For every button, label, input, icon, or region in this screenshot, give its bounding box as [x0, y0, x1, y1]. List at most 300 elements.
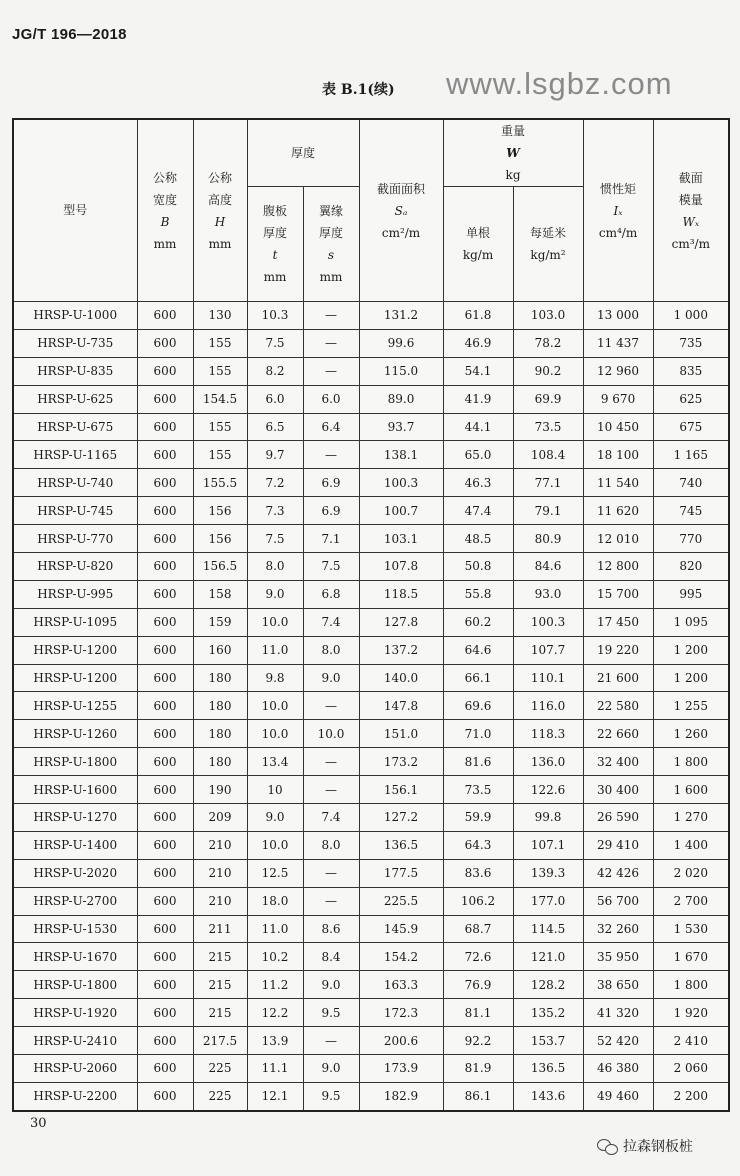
- table-cell: 1 920: [653, 999, 729, 1027]
- table-cell: 9.0: [303, 664, 359, 692]
- table-cell: 8.4: [303, 943, 359, 971]
- cell-model: HRSP-U-1800: [13, 971, 137, 999]
- table-cell: 12.5: [247, 859, 303, 887]
- cell-model: HRSP-U-625: [13, 385, 137, 413]
- table-cell: —: [303, 859, 359, 887]
- table-cell: 42 426: [583, 859, 653, 887]
- table-cell: 210: [193, 887, 247, 915]
- table-cell: 81.1: [443, 999, 513, 1027]
- table-cell: 10.0: [247, 692, 303, 720]
- table-cell: 156: [193, 497, 247, 525]
- table-cell: 46.3: [443, 469, 513, 497]
- table-cell: 107.7: [513, 636, 583, 664]
- table-cell: 600: [137, 608, 193, 636]
- table-row: [13, 441, 729, 469]
- table-cell: 600: [137, 469, 193, 497]
- table-cell: 100.7: [359, 497, 443, 525]
- table-cell: 10.2: [247, 943, 303, 971]
- table-cell: 7.3: [247, 497, 303, 525]
- table-cell: 600: [137, 302, 193, 330]
- table-cell: 1 165: [653, 441, 729, 469]
- table-cell: 147.8: [359, 692, 443, 720]
- table-cell: 47.4: [443, 497, 513, 525]
- table-cell: 110.1: [513, 664, 583, 692]
- table-cell: 151.0: [359, 720, 443, 748]
- table-cell: 158: [193, 580, 247, 608]
- table-cell: 44.1: [443, 413, 513, 441]
- table-cell: 13.4: [247, 748, 303, 776]
- table-cell: 55.8: [443, 580, 513, 608]
- table-cell: 154.5: [193, 385, 247, 413]
- table-cell: 103.0: [513, 302, 583, 330]
- table-cell: 8.0: [247, 553, 303, 581]
- cell-model: HRSP-U-1800: [13, 748, 137, 776]
- table-row: [13, 525, 729, 553]
- table-cell: 30 400: [583, 776, 653, 804]
- table-cell: 600: [137, 859, 193, 887]
- table-cell: 73.5: [513, 413, 583, 441]
- table-cell: 81.9: [443, 1055, 513, 1083]
- table-cell: 180: [193, 720, 247, 748]
- table-cell: 143.6: [513, 1082, 583, 1110]
- table-cell: 1 200: [653, 664, 729, 692]
- table-cell: 72.6: [443, 943, 513, 971]
- table-cell: 18.0: [247, 887, 303, 915]
- table-cell: 600: [137, 525, 193, 553]
- header-model: 型号: [13, 119, 137, 302]
- cell-model: HRSP-U-2700: [13, 887, 137, 915]
- table-cell: 600: [137, 1055, 193, 1083]
- table-cell: 2 020: [653, 859, 729, 887]
- table-cell: 180: [193, 692, 247, 720]
- watermark-url: www.lsgbz.com: [446, 66, 673, 101]
- header-thickness: 厚度: [247, 119, 359, 187]
- table-row: [13, 357, 729, 385]
- table-cell: 13.9: [247, 1027, 303, 1055]
- table-cell: 770: [653, 525, 729, 553]
- table-row: [13, 302, 729, 330]
- cell-model: HRSP-U-1200: [13, 664, 137, 692]
- table-cell: 29 410: [583, 831, 653, 859]
- table-cell: 600: [137, 943, 193, 971]
- table-cell: 114.5: [513, 915, 583, 943]
- table-cell: 7.1: [303, 525, 359, 553]
- table-cell: 6.5: [247, 413, 303, 441]
- table-cell: 131.2: [359, 302, 443, 330]
- table-cell: 61.8: [443, 302, 513, 330]
- table-cell: 12 960: [583, 357, 653, 385]
- table-cell: 10.0: [247, 720, 303, 748]
- table-cell: —: [303, 748, 359, 776]
- table-cell: 11 437: [583, 329, 653, 357]
- table-cell: 52 420: [583, 1027, 653, 1055]
- table-cell: 1 255: [653, 692, 729, 720]
- table-cell: 225.5: [359, 887, 443, 915]
- table-cell: 92.2: [443, 1027, 513, 1055]
- table-cell: 155.5: [193, 469, 247, 497]
- table-cell: 215: [193, 943, 247, 971]
- table-cell: 12 800: [583, 553, 653, 581]
- table-cell: 50.8: [443, 553, 513, 581]
- table-cell: 1 400: [653, 831, 729, 859]
- table-cell: 136.5: [513, 1055, 583, 1083]
- table-cell: 209: [193, 804, 247, 832]
- table-cell: —: [303, 776, 359, 804]
- table-row: [13, 664, 729, 692]
- table-row: [13, 497, 729, 525]
- table-cell: 1 000: [653, 302, 729, 330]
- table-cell: 15 700: [583, 580, 653, 608]
- table-cell: 90.2: [513, 357, 583, 385]
- table-cell: 9.5: [303, 1082, 359, 1110]
- table-cell: 106.2: [443, 887, 513, 915]
- table-cell: 10: [247, 776, 303, 804]
- table-row: [13, 329, 729, 357]
- cell-model: HRSP-U-1000: [13, 302, 137, 330]
- table-row: [13, 1027, 729, 1055]
- table-cell: 107.1: [513, 831, 583, 859]
- table-row: [13, 943, 729, 971]
- table-body: [13, 302, 729, 1111]
- table-cell: 99.8: [513, 804, 583, 832]
- table-cell: 118.3: [513, 720, 583, 748]
- table-cell: 78.2: [513, 329, 583, 357]
- table-cell: 2 700: [653, 887, 729, 915]
- table-cell: 79.1: [513, 497, 583, 525]
- table-cell: 163.3: [359, 971, 443, 999]
- table-cell: 156.5: [193, 553, 247, 581]
- table-cell: 137.2: [359, 636, 443, 664]
- table-cell: 7.5: [247, 329, 303, 357]
- cell-model: HRSP-U-745: [13, 497, 137, 525]
- header-width: 公称 宽度 B mm: [137, 119, 193, 302]
- table-cell: 600: [137, 720, 193, 748]
- table-cell: 103.1: [359, 525, 443, 553]
- table-cell: 9.8: [247, 664, 303, 692]
- table-row: [13, 636, 729, 664]
- table-row: [13, 413, 729, 441]
- table-cell: 19 220: [583, 636, 653, 664]
- table-cell: 180: [193, 664, 247, 692]
- table-title: 表 B.1(续): [322, 82, 395, 98]
- table-cell: 127.2: [359, 804, 443, 832]
- table-cell: 215: [193, 999, 247, 1027]
- cell-model: HRSP-U-1400: [13, 831, 137, 859]
- table-cell: 69.6: [443, 692, 513, 720]
- table-cell: 600: [137, 329, 193, 357]
- standard-code: JG/T 196—2018: [12, 26, 127, 43]
- table-row: [13, 859, 729, 887]
- header-weight-per-meter: 每延米 kg/m²: [513, 187, 583, 302]
- table-cell: 22 580: [583, 692, 653, 720]
- table-cell: 6.4: [303, 413, 359, 441]
- table-cell: 12 010: [583, 525, 653, 553]
- table-cell: 600: [137, 915, 193, 943]
- table-cell: 48.5: [443, 525, 513, 553]
- table-cell: 200.6: [359, 1027, 443, 1055]
- table-cell: 190: [193, 776, 247, 804]
- table-row: [13, 831, 729, 859]
- cell-model: HRSP-U-735: [13, 329, 137, 357]
- table-cell: 66.1: [443, 664, 513, 692]
- table-cell: 9.7: [247, 441, 303, 469]
- table-cell: 9 670: [583, 385, 653, 413]
- table-cell: 32 260: [583, 915, 653, 943]
- table-cell: 1 530: [653, 915, 729, 943]
- header-inertia: 惯性矩 Iₓ cm⁴/m: [583, 119, 653, 302]
- table-cell: 600: [137, 357, 193, 385]
- table-cell: 1 800: [653, 971, 729, 999]
- table-row: [13, 1055, 729, 1083]
- table-cell: —: [303, 441, 359, 469]
- table-cell: 130: [193, 302, 247, 330]
- table-row: [13, 971, 729, 999]
- table-cell: 6.9: [303, 497, 359, 525]
- table-cell: 600: [137, 971, 193, 999]
- header-modulus: 截面 模量 Wₓ cm³/m: [653, 119, 729, 302]
- spec-table-container: [12, 118, 728, 1112]
- wechat-account-name: 拉森钢板桩: [623, 1139, 693, 1155]
- table-cell: 138.1: [359, 441, 443, 469]
- table-row: [13, 608, 729, 636]
- cell-model: HRSP-U-740: [13, 469, 137, 497]
- table-cell: 215: [193, 971, 247, 999]
- table-cell: 10.0: [247, 831, 303, 859]
- table-cell: 745: [653, 497, 729, 525]
- table-cell: 9.0: [303, 971, 359, 999]
- table-row: [13, 999, 729, 1027]
- table-cell: 136.5: [359, 831, 443, 859]
- table-cell: 1 200: [653, 636, 729, 664]
- table-cell: 69.9: [513, 385, 583, 413]
- cell-model: HRSP-U-1270: [13, 804, 137, 832]
- table-cell: 71.0: [443, 720, 513, 748]
- table-cell: 64.3: [443, 831, 513, 859]
- table-cell: 108.4: [513, 441, 583, 469]
- table-cell: 6.9: [303, 469, 359, 497]
- table-cell: 76.9: [443, 971, 513, 999]
- table-cell: 46 380: [583, 1055, 653, 1083]
- table-cell: 2 410: [653, 1027, 729, 1055]
- table-cell: 136.0: [513, 748, 583, 776]
- table-cell: 173.2: [359, 748, 443, 776]
- table-cell: —: [303, 357, 359, 385]
- table-cell: 140.0: [359, 664, 443, 692]
- table-cell: 73.5: [443, 776, 513, 804]
- table-cell: 2 200: [653, 1082, 729, 1110]
- cell-model: HRSP-U-835: [13, 357, 137, 385]
- table-cell: 735: [653, 329, 729, 357]
- table-cell: 116.0: [513, 692, 583, 720]
- table-cell: 121.0: [513, 943, 583, 971]
- table-cell: 600: [137, 664, 193, 692]
- table-header: [13, 119, 729, 302]
- table-cell: 182.9: [359, 1082, 443, 1110]
- table-cell: 8.0: [303, 636, 359, 664]
- table-row: [13, 385, 729, 413]
- table-cell: 2 060: [653, 1055, 729, 1083]
- table-cell: 156: [193, 525, 247, 553]
- table-cell: 35 950: [583, 943, 653, 971]
- table-cell: 6.0: [247, 385, 303, 413]
- table-cell: —: [303, 692, 359, 720]
- table-cell: 49 460: [583, 1082, 653, 1110]
- table-cell: 11.1: [247, 1055, 303, 1083]
- table-cell: 600: [137, 497, 193, 525]
- table-cell: 1 800: [653, 748, 729, 776]
- table-row: [13, 915, 729, 943]
- table-cell: 600: [137, 413, 193, 441]
- table-cell: 18 100: [583, 441, 653, 469]
- table-cell: 93.7: [359, 413, 443, 441]
- table-cell: 99.6: [359, 329, 443, 357]
- table-cell: —: [303, 1027, 359, 1055]
- table-cell: 600: [137, 580, 193, 608]
- table-cell: 10.0: [303, 720, 359, 748]
- table-row: [13, 720, 729, 748]
- table-cell: 740: [653, 469, 729, 497]
- cell-model: HRSP-U-1920: [13, 999, 137, 1027]
- table-cell: 8.0: [303, 831, 359, 859]
- table-cell: 6.0: [303, 385, 359, 413]
- cell-model: HRSP-U-770: [13, 525, 137, 553]
- cell-model: HRSP-U-1200: [13, 636, 137, 664]
- table-cell: 11 620: [583, 497, 653, 525]
- table-cell: 7.4: [303, 608, 359, 636]
- table-cell: 81.6: [443, 748, 513, 776]
- table-cell: 139.3: [513, 859, 583, 887]
- table-cell: 1 260: [653, 720, 729, 748]
- table-cell: 155: [193, 329, 247, 357]
- table-cell: 89.0: [359, 385, 443, 413]
- cell-model: HRSP-U-1530: [13, 915, 137, 943]
- table-cell: 32 400: [583, 748, 653, 776]
- table-cell: 65.0: [443, 441, 513, 469]
- table-cell: 217.5: [193, 1027, 247, 1055]
- table-cell: 225: [193, 1082, 247, 1110]
- table-row: [13, 748, 729, 776]
- table-cell: 128.2: [513, 971, 583, 999]
- table-cell: 155: [193, 413, 247, 441]
- cell-model: HRSP-U-1255: [13, 692, 137, 720]
- table-cell: 100.3: [513, 608, 583, 636]
- header-flange-thickness: 翼缘 厚度 s mm: [303, 187, 359, 302]
- cell-model: HRSP-U-2200: [13, 1082, 137, 1110]
- table-cell: 8.6: [303, 915, 359, 943]
- table-cell: 675: [653, 413, 729, 441]
- table-cell: 10.0: [247, 608, 303, 636]
- table-cell: 7.5: [247, 525, 303, 553]
- table-cell: 84.6: [513, 553, 583, 581]
- table-cell: 7.2: [247, 469, 303, 497]
- table-cell: 600: [137, 999, 193, 1027]
- table-cell: 173.9: [359, 1055, 443, 1083]
- table-cell: 7.5: [303, 553, 359, 581]
- cell-model: HRSP-U-1260: [13, 720, 137, 748]
- table-cell: 177.5: [359, 859, 443, 887]
- table-cell: 17 450: [583, 608, 653, 636]
- cell-model: HRSP-U-675: [13, 413, 137, 441]
- header-height: 公称 高度 H mm: [193, 119, 247, 302]
- table-cell: 6.8: [303, 580, 359, 608]
- table-row: [13, 776, 729, 804]
- table-cell: —: [303, 887, 359, 915]
- table-row: [13, 580, 729, 608]
- table-cell: 211: [193, 915, 247, 943]
- table-cell: 154.2: [359, 943, 443, 971]
- spec-table: [12, 118, 730, 1112]
- table-row: [13, 469, 729, 497]
- table-cell: —: [303, 302, 359, 330]
- table-cell: 600: [137, 804, 193, 832]
- table-cell: 38 650: [583, 971, 653, 999]
- table-cell: 600: [137, 1027, 193, 1055]
- table-cell: 100.3: [359, 469, 443, 497]
- table-cell: 86.1: [443, 1082, 513, 1110]
- wechat-icon: [597, 1139, 619, 1155]
- table-row: [13, 804, 729, 832]
- header-weight: 重量 W kg: [443, 119, 583, 187]
- table-cell: 118.5: [359, 580, 443, 608]
- table-cell: 160: [193, 636, 247, 664]
- table-cell: 41 320: [583, 999, 653, 1027]
- cell-model: HRSP-U-2060: [13, 1055, 137, 1083]
- table-cell: 210: [193, 859, 247, 887]
- cell-model: HRSP-U-2410: [13, 1027, 137, 1055]
- cell-model: HRSP-U-1600: [13, 776, 137, 804]
- table-cell: 11.0: [247, 915, 303, 943]
- table-cell: 41.9: [443, 385, 513, 413]
- table-cell: 11 540: [583, 469, 653, 497]
- table-cell: 1 095: [653, 608, 729, 636]
- table-cell: 153.7: [513, 1027, 583, 1055]
- table-cell: 56 700: [583, 887, 653, 915]
- cell-model: HRSP-U-1670: [13, 943, 137, 971]
- table-cell: 83.6: [443, 859, 513, 887]
- table-cell: 600: [137, 441, 193, 469]
- cell-model: HRSP-U-1095: [13, 608, 137, 636]
- table-cell: 46.9: [443, 329, 513, 357]
- table-cell: 9.0: [303, 1055, 359, 1083]
- table-cell: —: [303, 329, 359, 357]
- table-row: [13, 553, 729, 581]
- table-cell: 177.0: [513, 887, 583, 915]
- table-cell: 995: [653, 580, 729, 608]
- table-row: [13, 692, 729, 720]
- table-cell: 600: [137, 692, 193, 720]
- table-cell: 60.2: [443, 608, 513, 636]
- table-cell: 156.1: [359, 776, 443, 804]
- table-cell: 77.1: [513, 469, 583, 497]
- table-cell: 9.0: [247, 580, 303, 608]
- table-cell: 12.1: [247, 1082, 303, 1110]
- table-cell: 180: [193, 748, 247, 776]
- table-cell: 21 600: [583, 664, 653, 692]
- table-cell: 172.3: [359, 999, 443, 1027]
- table-cell: 64.6: [443, 636, 513, 664]
- table-cell: 820: [653, 553, 729, 581]
- table-cell: 10 450: [583, 413, 653, 441]
- cell-model: HRSP-U-820: [13, 553, 137, 581]
- table-cell: 600: [137, 385, 193, 413]
- table-cell: 625: [653, 385, 729, 413]
- table-cell: 93.0: [513, 580, 583, 608]
- table-cell: 835: [653, 357, 729, 385]
- table-cell: 80.9: [513, 525, 583, 553]
- table-cell: 1 670: [653, 943, 729, 971]
- wechat-account: [597, 1136, 693, 1156]
- cell-model: HRSP-U-1165: [13, 441, 137, 469]
